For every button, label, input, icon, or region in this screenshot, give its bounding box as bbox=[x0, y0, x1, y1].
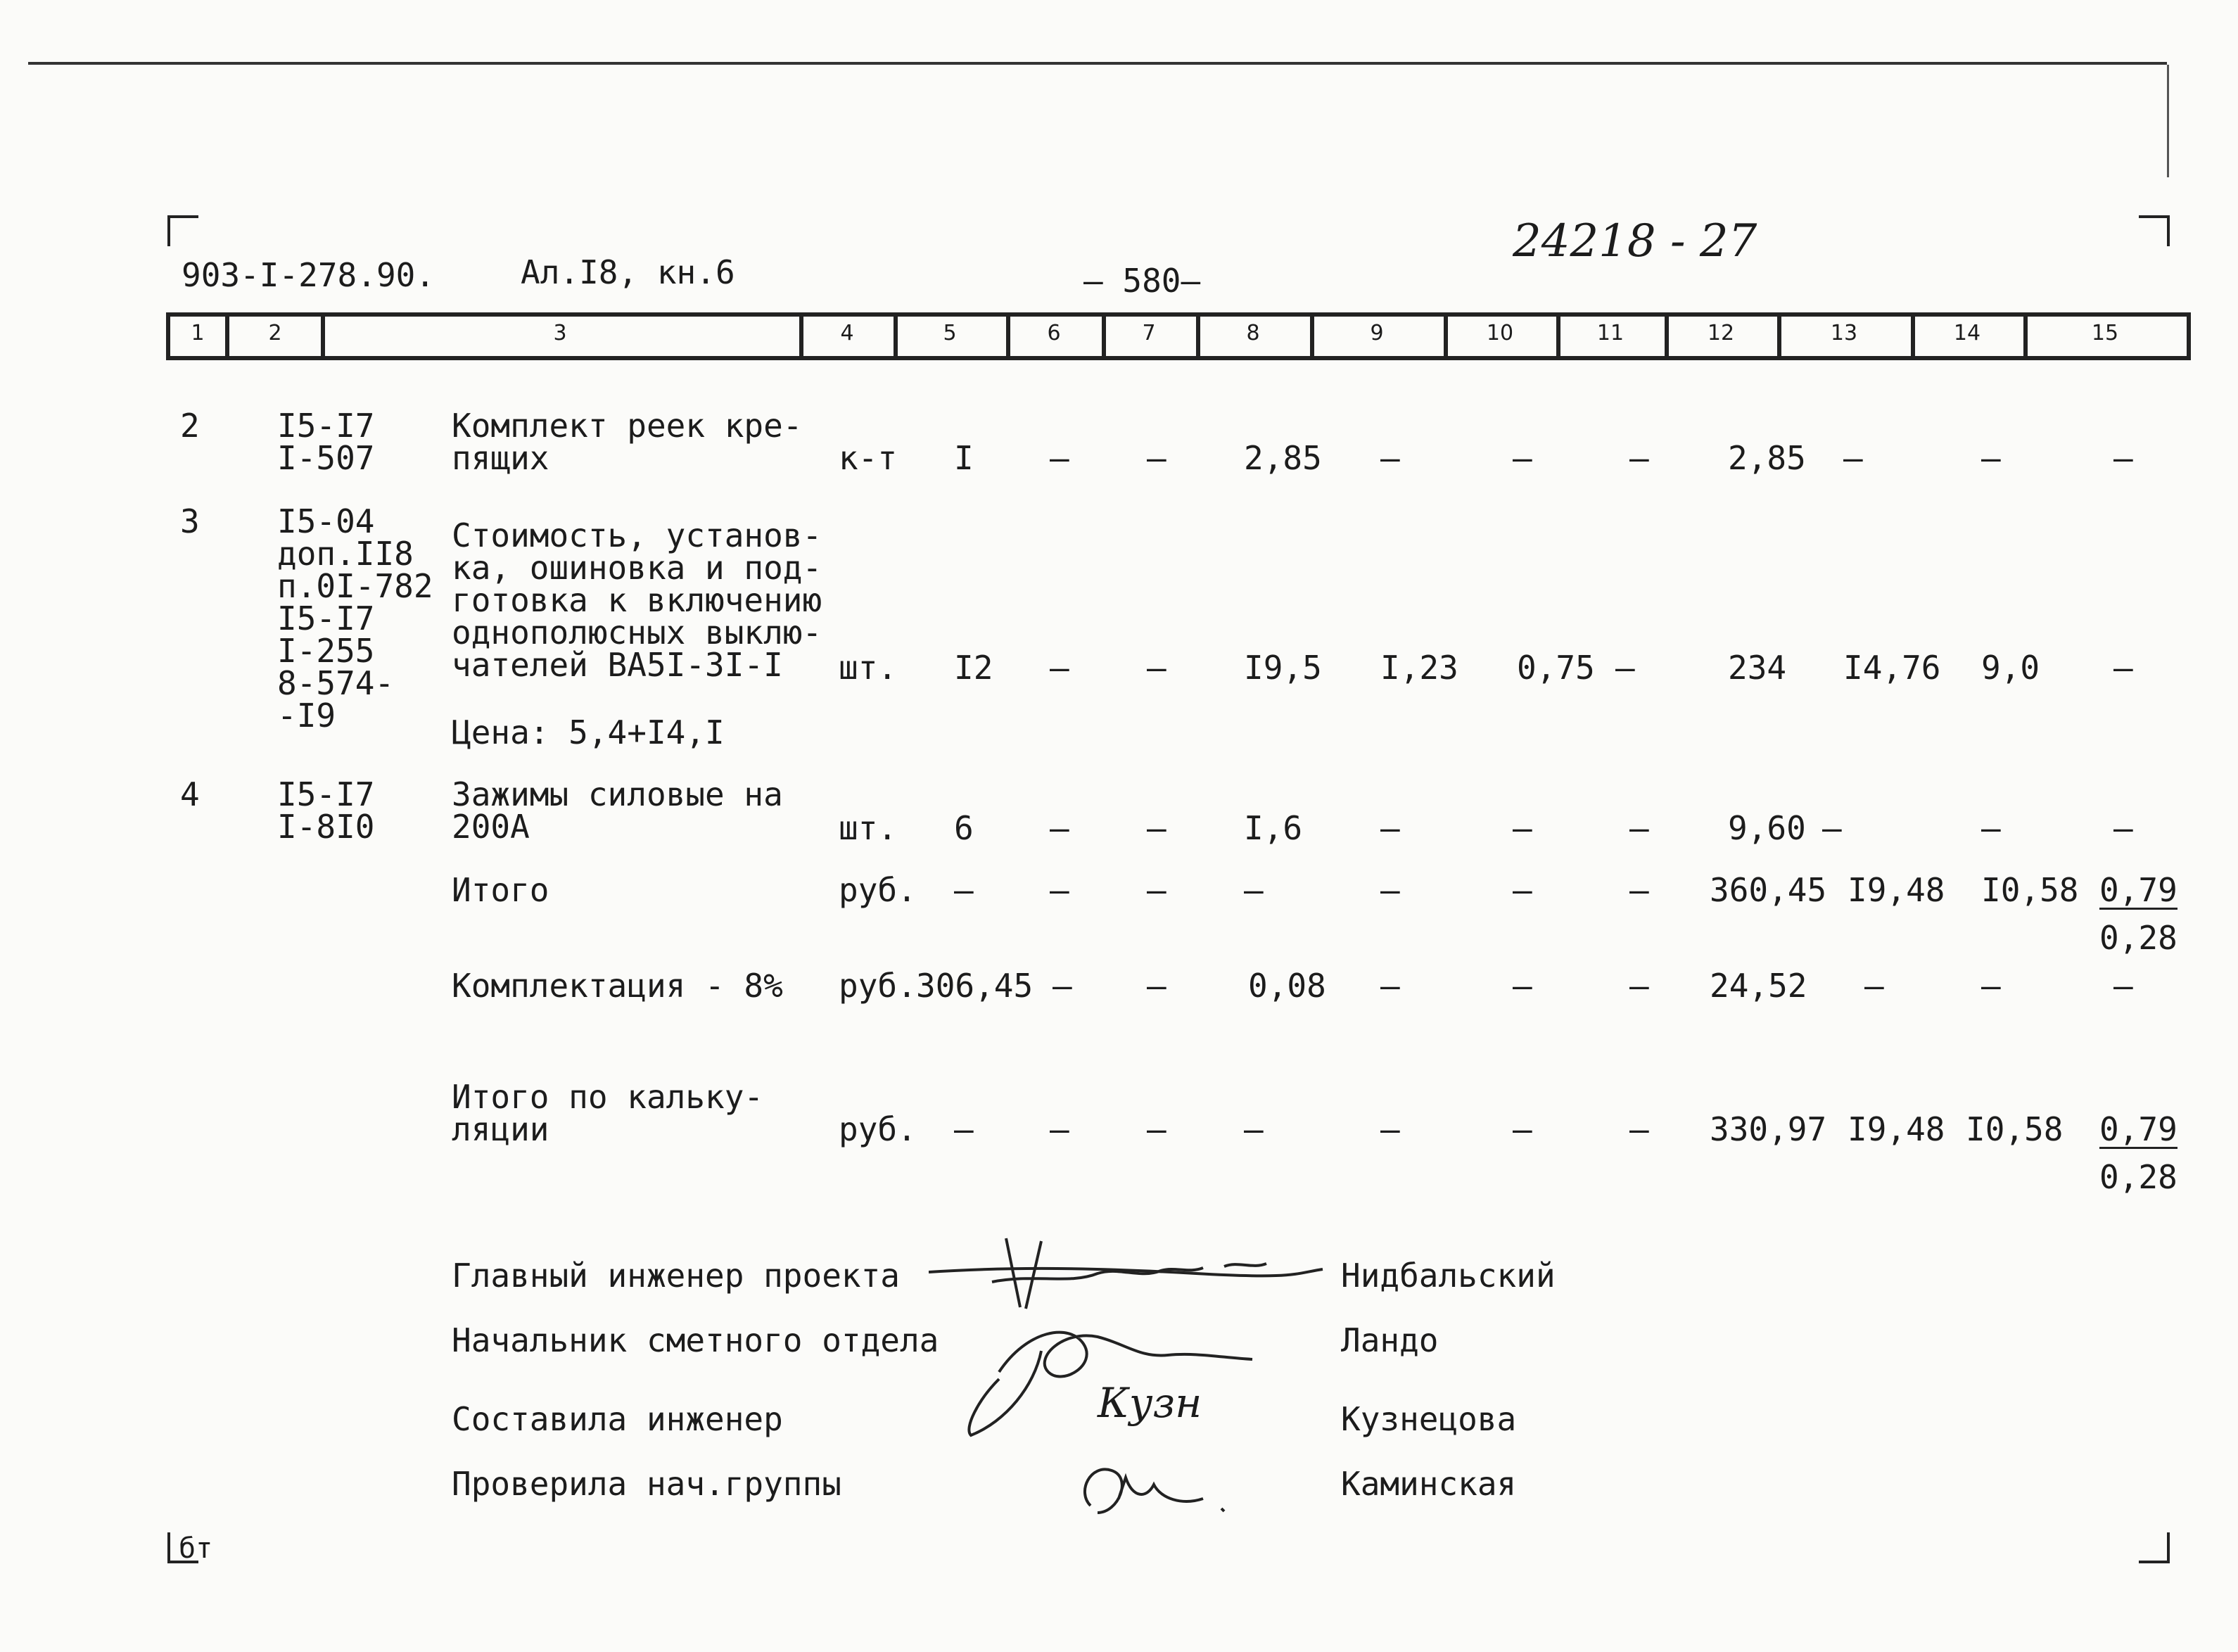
row-col8: 2,85 bbox=[1244, 439, 1322, 477]
column-number: 2 bbox=[268, 321, 282, 345]
signature-role: Составила инженер bbox=[452, 1400, 783, 1438]
row-col14: 9,0 bbox=[1981, 649, 2040, 687]
column-number: 13 bbox=[1830, 321, 1858, 345]
total-col8: – bbox=[1244, 1110, 1264, 1148]
column-number: 7 bbox=[1142, 321, 1156, 345]
total-col7: – bbox=[1147, 967, 1166, 1005]
column-number: 4 bbox=[840, 321, 854, 345]
column-number: 11 bbox=[1596, 321, 1625, 345]
total-col15-denominator: 0,28 bbox=[2099, 919, 2177, 957]
row-col11: – bbox=[1629, 439, 1649, 477]
total-col14: I0,58 bbox=[1966, 1110, 2064, 1148]
total-col9: – bbox=[1380, 967, 1400, 1005]
row-col15: – bbox=[2113, 439, 2133, 477]
handwritten-stamp-number: 24218 - 27 bbox=[1513, 215, 1757, 267]
total-col7: – bbox=[1147, 871, 1166, 909]
row-name: Зажимы силовые на 200А bbox=[452, 775, 783, 846]
album-reference: Ал.I8, кн.6 bbox=[521, 253, 735, 291]
column-number: 12 bbox=[1707, 321, 1735, 345]
signature-role: Проверила нач.группы bbox=[452, 1465, 841, 1503]
signature-name: Ландо bbox=[1341, 1321, 1439, 1359]
total-col13: I9,48 bbox=[1848, 871, 1945, 909]
total-col9: – bbox=[1380, 1110, 1400, 1148]
total-col13: I9,48 bbox=[1848, 1110, 1945, 1148]
row-col14: – bbox=[1981, 439, 2001, 477]
row-col9: – bbox=[1380, 439, 1400, 477]
total-col12: 24,52 bbox=[1710, 967, 1807, 1005]
row-col5: 6 bbox=[954, 809, 974, 847]
row-col10: – bbox=[1513, 809, 1532, 847]
row-col8: I,6 bbox=[1244, 809, 1303, 847]
row-col12: 234 bbox=[1728, 649, 1787, 687]
row-unit: шт. bbox=[839, 809, 898, 847]
column-number: 8 bbox=[1246, 321, 1260, 345]
signature-role: Главный инженер проекта bbox=[452, 1257, 900, 1295]
signature-name: Нидбальский bbox=[1341, 1257, 1556, 1295]
total-unit: руб. bbox=[839, 967, 917, 1005]
total-col7: – bbox=[1147, 1110, 1166, 1148]
row-col12: 9,60 bbox=[1728, 809, 1806, 847]
row-col6: – bbox=[1050, 649, 1069, 687]
signature-name: Каминская bbox=[1341, 1465, 1517, 1503]
total-col5: 306,45 bbox=[916, 967, 1034, 1005]
row-col9: – bbox=[1380, 809, 1400, 847]
total-col8: – bbox=[1244, 871, 1264, 909]
total-col6: – bbox=[1050, 871, 1069, 909]
signature-name: Кузнецова bbox=[1341, 1400, 1517, 1438]
corner-mark-top-right bbox=[2139, 215, 2170, 246]
total-col12: 330,97 bbox=[1710, 1110, 1827, 1148]
row-unit: к-т bbox=[839, 439, 898, 477]
total-name: Итого bbox=[452, 871, 549, 909]
row-col12: 2,85 bbox=[1728, 439, 1806, 477]
total-col15: – bbox=[2113, 967, 2133, 1005]
row-number: 4 bbox=[180, 775, 200, 813]
row-col6: – bbox=[1050, 809, 1069, 847]
row-col13: I4,76 bbox=[1843, 649, 1941, 687]
corner-mark-bottom-right bbox=[2139, 1532, 2170, 1563]
row-code: I5-I7 I-507 bbox=[277, 407, 375, 477]
row-col11: – bbox=[1629, 809, 1649, 847]
total-col9: – bbox=[1380, 871, 1400, 909]
row-note: Цена: 5,4+I4,I bbox=[452, 713, 725, 751]
total-col10: – bbox=[1513, 967, 1532, 1005]
total-col5: – bbox=[954, 1110, 974, 1148]
row-code: I5-I7 I-8I0 bbox=[277, 775, 375, 846]
row-col6: – bbox=[1050, 439, 1069, 477]
row-name: Комплект реек кре- пящих bbox=[452, 407, 803, 477]
row-col15: – bbox=[2113, 809, 2133, 847]
total-col14: I0,58 bbox=[1981, 871, 2079, 909]
column-number: 14 bbox=[1953, 321, 1981, 345]
total-name: Итого по кальку- ляции bbox=[452, 1078, 764, 1148]
row-col13: – bbox=[1822, 809, 1842, 847]
page-right-border bbox=[2167, 65, 2169, 177]
row-col9: I,23 bbox=[1380, 649, 1458, 687]
total-col6: – bbox=[1053, 967, 1072, 1005]
column-number: 9 bbox=[1370, 321, 1384, 345]
total-col13: – bbox=[1864, 967, 1884, 1005]
column-number: 10 bbox=[1486, 321, 1514, 345]
page-top-border bbox=[28, 62, 2167, 65]
total-unit: руб. bbox=[839, 1110, 917, 1148]
total-col14: – bbox=[1981, 967, 2001, 1005]
signature-scribble-group-head bbox=[1069, 1449, 1238, 1527]
total-col11: – bbox=[1629, 1110, 1649, 1148]
row-col13: – bbox=[1843, 439, 1863, 477]
row-code: I5-04 доп.II8 п.0I-782 I5-I7 I-255 8-574- -I9 bbox=[277, 502, 433, 735]
row-col7: – bbox=[1147, 809, 1166, 847]
footer-mark: бт bbox=[179, 1532, 213, 1565]
row-col5: I2 bbox=[954, 649, 993, 687]
column-number: 15 bbox=[2091, 321, 2119, 345]
total-col12: 360,45 bbox=[1710, 871, 1827, 909]
column-number-bar bbox=[166, 312, 2191, 360]
row-number: 2 bbox=[180, 407, 200, 445]
column-number: 3 bbox=[553, 321, 567, 345]
total-col10: – bbox=[1513, 1110, 1532, 1148]
row-col14: – bbox=[1981, 809, 2001, 847]
row-col5: I bbox=[954, 439, 974, 477]
column-number: 1 bbox=[191, 321, 205, 345]
row-col8: I9,5 bbox=[1244, 649, 1322, 687]
total-col5: – bbox=[954, 871, 974, 909]
row-number: 3 bbox=[180, 502, 200, 540]
row-col7: – bbox=[1147, 649, 1166, 687]
total-col11: – bbox=[1629, 871, 1649, 909]
total-name: Комплектация - 8% bbox=[452, 967, 783, 1005]
row-col11: – bbox=[1615, 649, 1635, 687]
column-number: 6 bbox=[1047, 321, 1061, 345]
total-col8: 0,08 bbox=[1248, 967, 1326, 1005]
total-col15-numerator: 0,79 bbox=[2099, 871, 2177, 909]
row-col10: 0,75 bbox=[1517, 649, 1595, 687]
signature-role: Начальник сметного отдела bbox=[452, 1321, 939, 1359]
row-col15: – bbox=[2113, 649, 2133, 687]
total-col15-numerator: 0,79 bbox=[2099, 1110, 2177, 1148]
signature-handwriting-kuznetsova: Кузн bbox=[1098, 1379, 1202, 1427]
document-code: 903-I-278.90. bbox=[182, 256, 435, 294]
page-number: — 580— bbox=[1083, 262, 1201, 300]
total-col15-denominator: 0,28 bbox=[2099, 1158, 2177, 1196]
column-number: 5 bbox=[943, 321, 957, 345]
row-col7: – bbox=[1147, 439, 1166, 477]
row-col10: – bbox=[1513, 439, 1532, 477]
corner-mark-top-left bbox=[167, 215, 198, 246]
total-col11: – bbox=[1629, 967, 1649, 1005]
row-unit: шт. bbox=[839, 649, 898, 687]
total-col10: – bbox=[1513, 871, 1532, 909]
total-unit: руб. bbox=[839, 871, 917, 909]
row-name: Стоимость, установ- ка, ошиновка и под- готовка к включению однополюсных выклю- чателей ВА5I-3I-I bbox=[452, 516, 822, 684]
total-col6: – bbox=[1050, 1110, 1069, 1148]
